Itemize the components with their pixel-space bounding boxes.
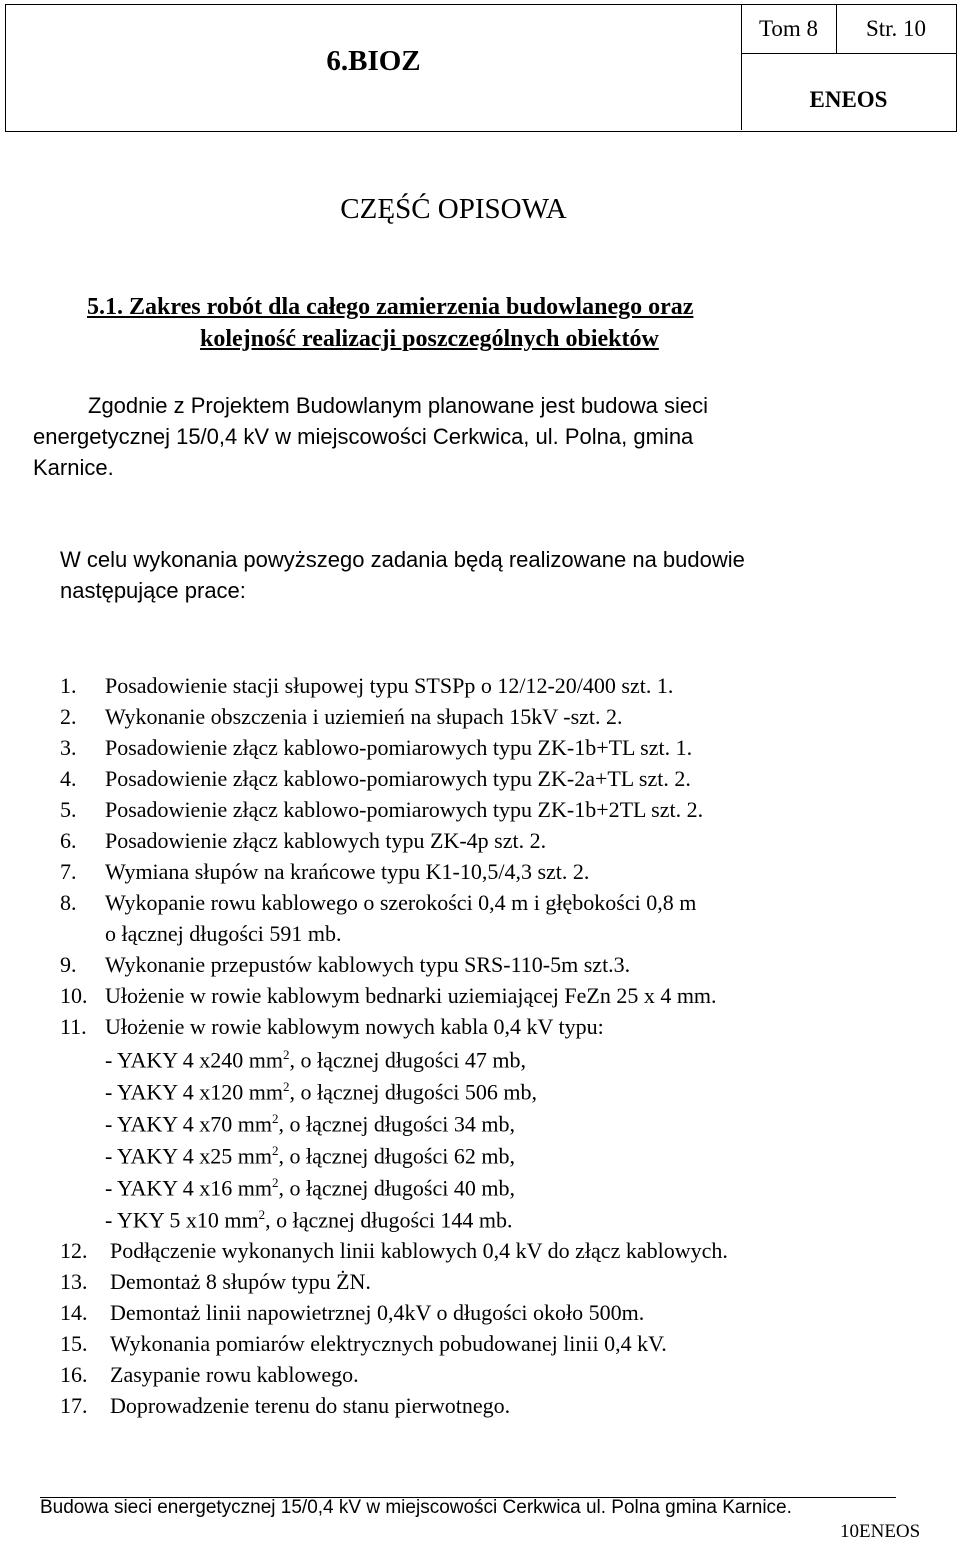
list-item xyxy=(60,766,691,792)
list-item xyxy=(60,673,673,699)
cable-item xyxy=(105,1143,515,1169)
cable-item xyxy=(105,1079,537,1105)
item-number: 5. xyxy=(60,797,77,822)
item-text: Ułożenie w rowie kablowym bednarki uziemiającej FeZn 25 x 4 mm. xyxy=(105,983,717,1008)
item-number: 17. xyxy=(60,1393,88,1418)
list-item xyxy=(60,1362,359,1388)
item-number: 12. xyxy=(60,1238,88,1263)
header-table xyxy=(5,4,957,132)
item-number: 16. xyxy=(60,1362,88,1387)
list-item xyxy=(60,1014,604,1040)
intro-line-2: energetycznej 15/0,4 kV w miejscowości Cerkwica, ul. Polna, gmina xyxy=(33,424,694,449)
list-item xyxy=(60,828,546,854)
list-item xyxy=(60,983,717,1009)
item-text: Wykonanie obszczenia i uziemień na słupach 15kV -szt. 2. xyxy=(105,704,623,729)
cable-length: , o łącznej długości 40 mb, xyxy=(278,1175,515,1201)
unit-exponent: 2 xyxy=(258,1207,266,1222)
cable-item xyxy=(105,1175,515,1201)
item-number: 11. xyxy=(60,1014,87,1039)
item-text: Doprowadzenie terenu do stanu pierwotnego. xyxy=(110,1393,511,1418)
item-number: 7. xyxy=(60,859,77,884)
cable-type: - YAKY 4 x240 mm xyxy=(105,1047,284,1073)
unit-exponent: 2 xyxy=(283,1079,290,1094)
list-item xyxy=(60,890,696,916)
header-cell-section xyxy=(6,5,742,130)
cable-length: , o łącznej długości 506 mb, xyxy=(289,1079,537,1105)
header-cell-company xyxy=(741,53,956,130)
item-text: Posadowienie stacji słupowej typu STSPp o 12/12-20/400 szt. 1. xyxy=(105,673,674,698)
list-item xyxy=(60,1331,667,1357)
item-number: 6. xyxy=(60,828,77,853)
list-item xyxy=(60,704,623,730)
cable-item xyxy=(105,1111,515,1137)
item-number: 9. xyxy=(60,952,77,977)
header-cell-page xyxy=(836,5,956,54)
item-text: Demontaż linii napowietrznej 0,4kV o długości około 500m. xyxy=(110,1300,645,1325)
company-name: ENEOS xyxy=(809,87,888,112)
unit-exponent: 2 xyxy=(283,1047,290,1062)
list-item-continuation xyxy=(60,921,341,947)
purpose-line-1: W celu wykonania powyższego zadania będą realizowane na budowie xyxy=(60,547,745,572)
item-text: Zasypanie rowu kablowego. xyxy=(110,1362,359,1387)
cable-item xyxy=(105,1207,513,1233)
cable-length: , o łącznej długości 47 mb, xyxy=(289,1047,526,1073)
item-text: Demontaż 8 słupów typu ŻN. xyxy=(110,1269,371,1294)
section-code: 6.BIOZ xyxy=(326,45,421,77)
list-item xyxy=(60,1393,510,1419)
section-heading-line-1: 5.1. Zakres robót dla całego zamierzenia budowlanego oraz xyxy=(87,294,694,320)
item-number: 15. xyxy=(60,1331,88,1356)
item-text: Posadowienie złącz kablowych typu ZK-4p szt. 2. xyxy=(105,828,547,853)
item-text: Wymiana słupów na krańcowe typu K1-10,5/4,3 szt. 2. xyxy=(105,859,590,884)
cable-length: , o łącznej długości 34 mb, xyxy=(278,1111,515,1137)
list-item xyxy=(60,1238,728,1264)
item-text: Wykopanie rowu kablowego o szerokości 0,4 m i głębokości 0,8 m xyxy=(105,890,697,915)
item-number: 8. xyxy=(60,890,77,915)
cable-item xyxy=(105,1047,526,1073)
item-text: Posadowienie złącz kablowo-pomiarowych typu ZK-1b+2TL szt. 2. xyxy=(105,797,704,822)
list-item xyxy=(60,1269,371,1295)
footer-page-number: 10ENEOS xyxy=(840,1521,921,1542)
header-cell-volume xyxy=(741,5,837,54)
cable-type: - YAKY 4 x70 mm xyxy=(105,1111,273,1137)
cable-type: - YAKY 4 x25 mm xyxy=(105,1143,273,1169)
list-item xyxy=(60,797,703,823)
list-item xyxy=(60,735,692,761)
volume-number: Tom 8 xyxy=(758,16,819,41)
item-number: 3. xyxy=(60,735,77,760)
list-item xyxy=(60,952,630,978)
unit-exponent: 2 xyxy=(272,1175,279,1190)
item-text: Ułożenie w rowie kablowym nowych kabla 0,4 kV typu: xyxy=(105,1014,604,1039)
section-heading-line-2: kolejność realizacji poszczególnych obiektów xyxy=(200,326,659,352)
item-text: o łącznej długości 591 mb. xyxy=(105,921,342,946)
cable-length: , o łącznej długości 144 mb. xyxy=(265,1207,513,1233)
item-number: 10. xyxy=(60,983,88,1008)
item-number: 2. xyxy=(60,704,77,729)
intro-line-1: Zgodnie z Projektem Budowlanym planowane jest budowa sieci xyxy=(88,393,709,418)
unit-exponent: 2 xyxy=(272,1143,279,1158)
cable-type: - YAKY 4 x120 mm xyxy=(105,1079,284,1105)
intro-line-3: Karnice. xyxy=(33,455,114,480)
item-text: Wykonania pomiarów elektrycznych pobudowanej linii 0,4 kV. xyxy=(110,1331,667,1356)
page-title: CZĘŚĆ OPISOWA xyxy=(340,193,567,225)
item-text: Wykonanie przepustów kablowych typu SRS-110-5m szt.3. xyxy=(105,952,631,977)
item-text: Posadowienie złącz kablowo-pomiarowych typu ZK-1b+TL szt. 1. xyxy=(105,735,693,760)
page-number: Str. 10 xyxy=(865,16,927,41)
item-number: 1. xyxy=(60,673,77,698)
cable-type: - YKY 5 x10 mm xyxy=(105,1207,259,1233)
unit-exponent: 2 xyxy=(272,1111,279,1126)
cable-length: , o łącznej długości 62 mb, xyxy=(278,1143,515,1169)
item-text: Podłączenie wykonanych linii kablowych 0,4 kV do złącz kablowych. xyxy=(110,1238,728,1263)
purpose-line-2: następujące prace: xyxy=(60,578,246,603)
list-item xyxy=(60,859,589,885)
item-number: 4. xyxy=(60,766,77,791)
item-number: 14. xyxy=(60,1300,88,1325)
footer-text: Budowa sieci energetycznej 15/0,4 kV w miejscowości Cerkwica ul. Polna gmina Karnice. xyxy=(40,1497,792,1518)
list-item xyxy=(60,1300,644,1326)
cable-type: - YAKY 4 x16 mm xyxy=(105,1175,273,1201)
item-text: Posadowienie złącz kablowo-pomiarowych typu ZK-2a+TL szt. 2. xyxy=(105,766,691,791)
item-number: 13. xyxy=(60,1269,88,1294)
